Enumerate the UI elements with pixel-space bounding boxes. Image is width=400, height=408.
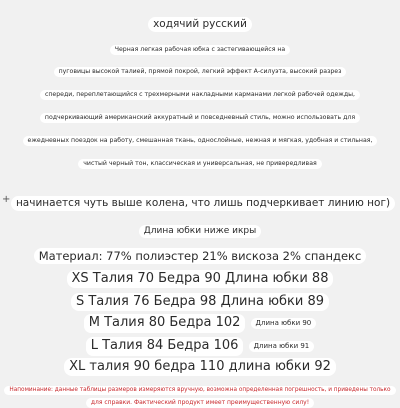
notice-row-2 — [0, 389, 400, 408]
description-row-5 — [0, 127, 400, 146]
description-row-3 — [0, 81, 400, 100]
size-m-length: Длина юбки 90 — [251, 318, 317, 329]
size-row-m — [0, 313, 400, 333]
description-row-1 — [0, 36, 400, 55]
size-l-length: Длина юбки 91 — [249, 341, 315, 352]
highlight-text: начинается чуть выше колена, что лишь подчеркивает линию ног) — [11, 196, 395, 211]
size-s: S Талия 76 Бедра 98 Длина юбки 89 — [71, 293, 329, 311]
length-note: Длина юбки ниже икры — [139, 225, 262, 238]
description-line: пуговицы высокой талией, прямой покрой, легкий эффект А-силуэта, высокий разрез — [54, 67, 347, 77]
material-text: Материал: 77% полиэстер 21% вискоза 2% спандекс — [34, 248, 367, 264]
size-row-xs — [0, 267, 400, 288]
material-row — [0, 245, 400, 264]
description-line: Черная легкая рабочая юбка с застегивающейся на — [110, 45, 290, 55]
title-row — [0, 12, 400, 32]
size-xs: XS Талия 70 Бедра 90 Длина юбки 88 — [67, 270, 334, 288]
notice-line: Напоминание: данные таблицы размеров измеряются вручную, возможна определенная погрешность, и приведены только — [4, 386, 395, 395]
size-xl: XL талия 90 бедра 110 длина юбки 92 — [64, 358, 336, 376]
description-line: подчеркивающий американский аккуратный и повседневный стиль, можно использовать для — [40, 113, 360, 123]
size-row-l — [0, 336, 400, 356]
size-m: M Талия 80 Бедра 102 — [84, 314, 246, 332]
description-row-4 — [0, 104, 400, 123]
description-line: ежедневных поездок на работу, смешанная ткань, однослойные, нежная и мягкая, удобная и стильная, — [23, 136, 378, 146]
description-row-2 — [0, 58, 400, 77]
size-row-xl — [0, 355, 400, 376]
description-row-6 — [0, 150, 400, 169]
length-note-row — [0, 218, 400, 238]
size-row-s — [0, 290, 400, 311]
description-line: чистый черный тон, классическая и универсальная, не привередливая — [78, 159, 321, 169]
notice-line: для справки. Фактический продукт имеет преимущественную силу! — [86, 398, 314, 408]
size-l: L Талия 84 Бедра 106 — [86, 337, 244, 355]
page-title: ходячий русский — [148, 17, 252, 32]
plus-icon: + — [2, 194, 11, 205]
highlight-row — [0, 191, 400, 211]
description-line: спереди, переплетающийся с трехмерными накладными карманами легкой рабочей одежды, — [40, 90, 360, 100]
